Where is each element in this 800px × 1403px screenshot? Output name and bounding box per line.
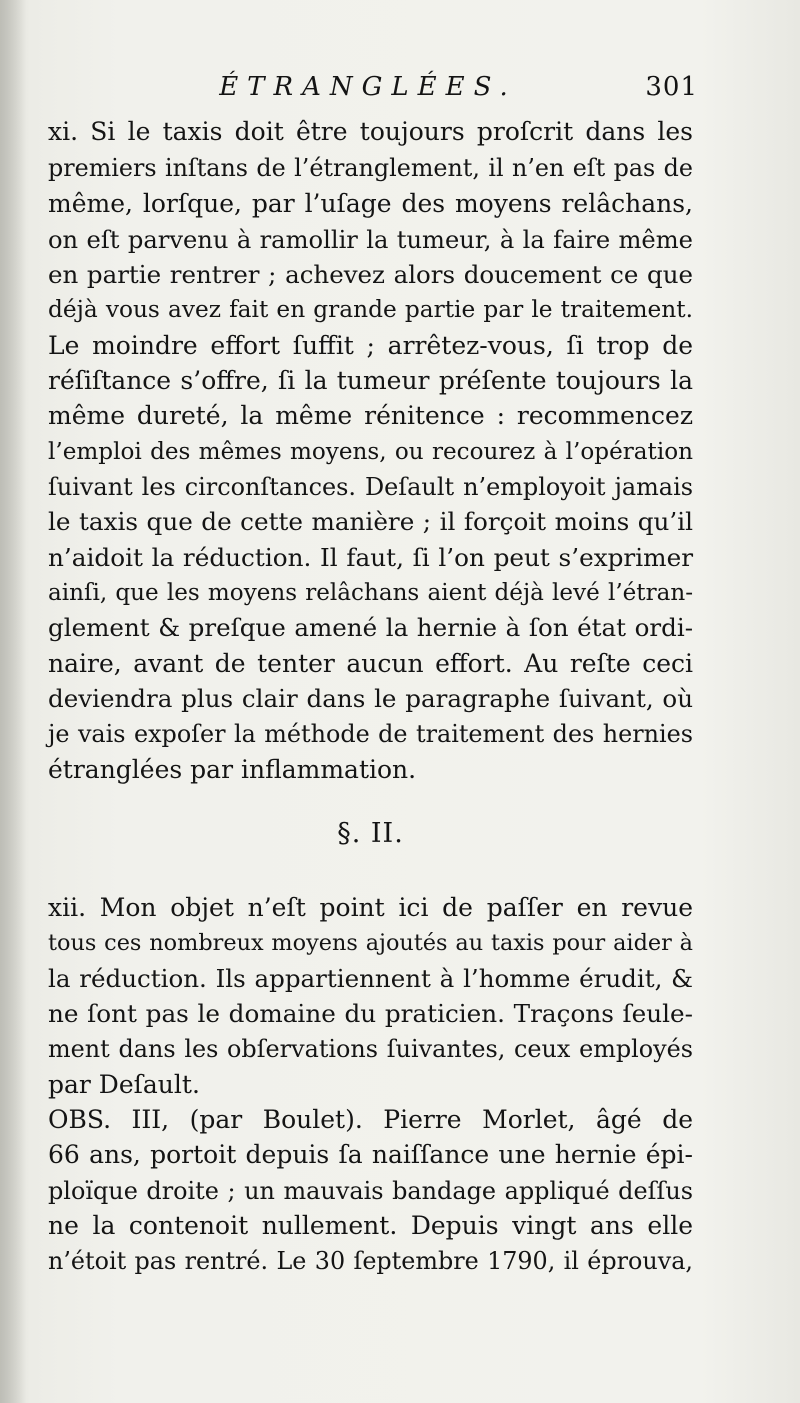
text-line: on eſt parvenu à ramollir la tumeur, à la faire même [48,226,693,254]
text-line: étranglées par inflammation. [48,755,417,784]
text-line: l’emploi des mêmes moyens, ou recourez à l’opération [48,439,693,465]
text-line: naire, avant de tenter aucun effort. Au reſte ceci [48,649,693,678]
running-title: ÉTRANGLÉES. [219,72,517,102]
text-line: le taxis que de cette manière ; il forçoit moins qu’il [48,507,693,536]
text-line: ploïque droite ; un mauvais bandage appliqué deſſus [48,1177,693,1205]
text-line: 66 ans, portoit depuis ſa naiſſance une hernie épi- [48,1140,693,1169]
text-line: la réduction. Ils appartiennent à l’homme érudit, & [48,964,693,993]
text-line: n’aidoit la réduction. Il faut, ſi l’on peut s’exprimer [48,543,693,572]
text-line: deviendra plus clair dans le paragraphe ſuivant, où [48,684,693,713]
text-line: réſiſtance s’offre, ſi la tumeur préſente toujours la [48,366,693,395]
text-line: ne ſont pas le domaine du praticien. Traçons ſeule- [48,999,693,1028]
text-line: en partie rentrer ; achevez alors doucement ce que [48,260,693,289]
page-header [48,72,698,108]
gutter-shadow [0,0,26,1403]
text-line: je vais expoſer la méthode de traitement des hernies [48,720,693,748]
text-line: ment dans les obſervations ſuivantes, ceux employés [48,1035,693,1063]
text-line: ſuivant les circonſtances. Deſault n’employoit jamais [48,473,693,501]
text-line: déjà vous avez fait en grande partie par le traitement. [48,296,693,323]
text-line: OBS. III, (par Boulet). Pierre Morlet, âgé de [48,1105,693,1134]
text-line: même dureté, la même rénitence : recommencez [48,401,693,430]
text-line: glement & preſque amené la hernie à ſon état ordi- [48,613,693,642]
text-line: Le moindre effort ſuffit ; arrêtez-vous, ſi trop de [48,331,693,360]
section-heading: §. II. [337,818,404,849]
text-line: même, lorſque, par l’uſage des moyens relâchans, [48,189,693,218]
text-line: ne la contenoit nullement. Depuis vingt ans elle [48,1211,693,1240]
text-line: premiers inſtans de l’étranglement, il n’en eſt pas de [48,154,693,182]
text-line: n’étoit pas rentré. Le 30 ſeptembre 1790, il éprouva, [48,1247,693,1275]
text-line: ainſi, que les moyens relâchans aient déjà levé l’étran- [48,580,693,606]
text-line: par Deſault. [48,1070,200,1099]
page-number: 301 [645,72,698,102]
text-line: xi. Si le taxis doit être toujours proſcrit dans les [48,117,693,146]
text-line: tous ces nombreux moyens ajoutés au taxis pour aider à [48,930,693,956]
text-line: xii. Mon objet n’eſt point ici de paſſer en revue [48,893,693,922]
